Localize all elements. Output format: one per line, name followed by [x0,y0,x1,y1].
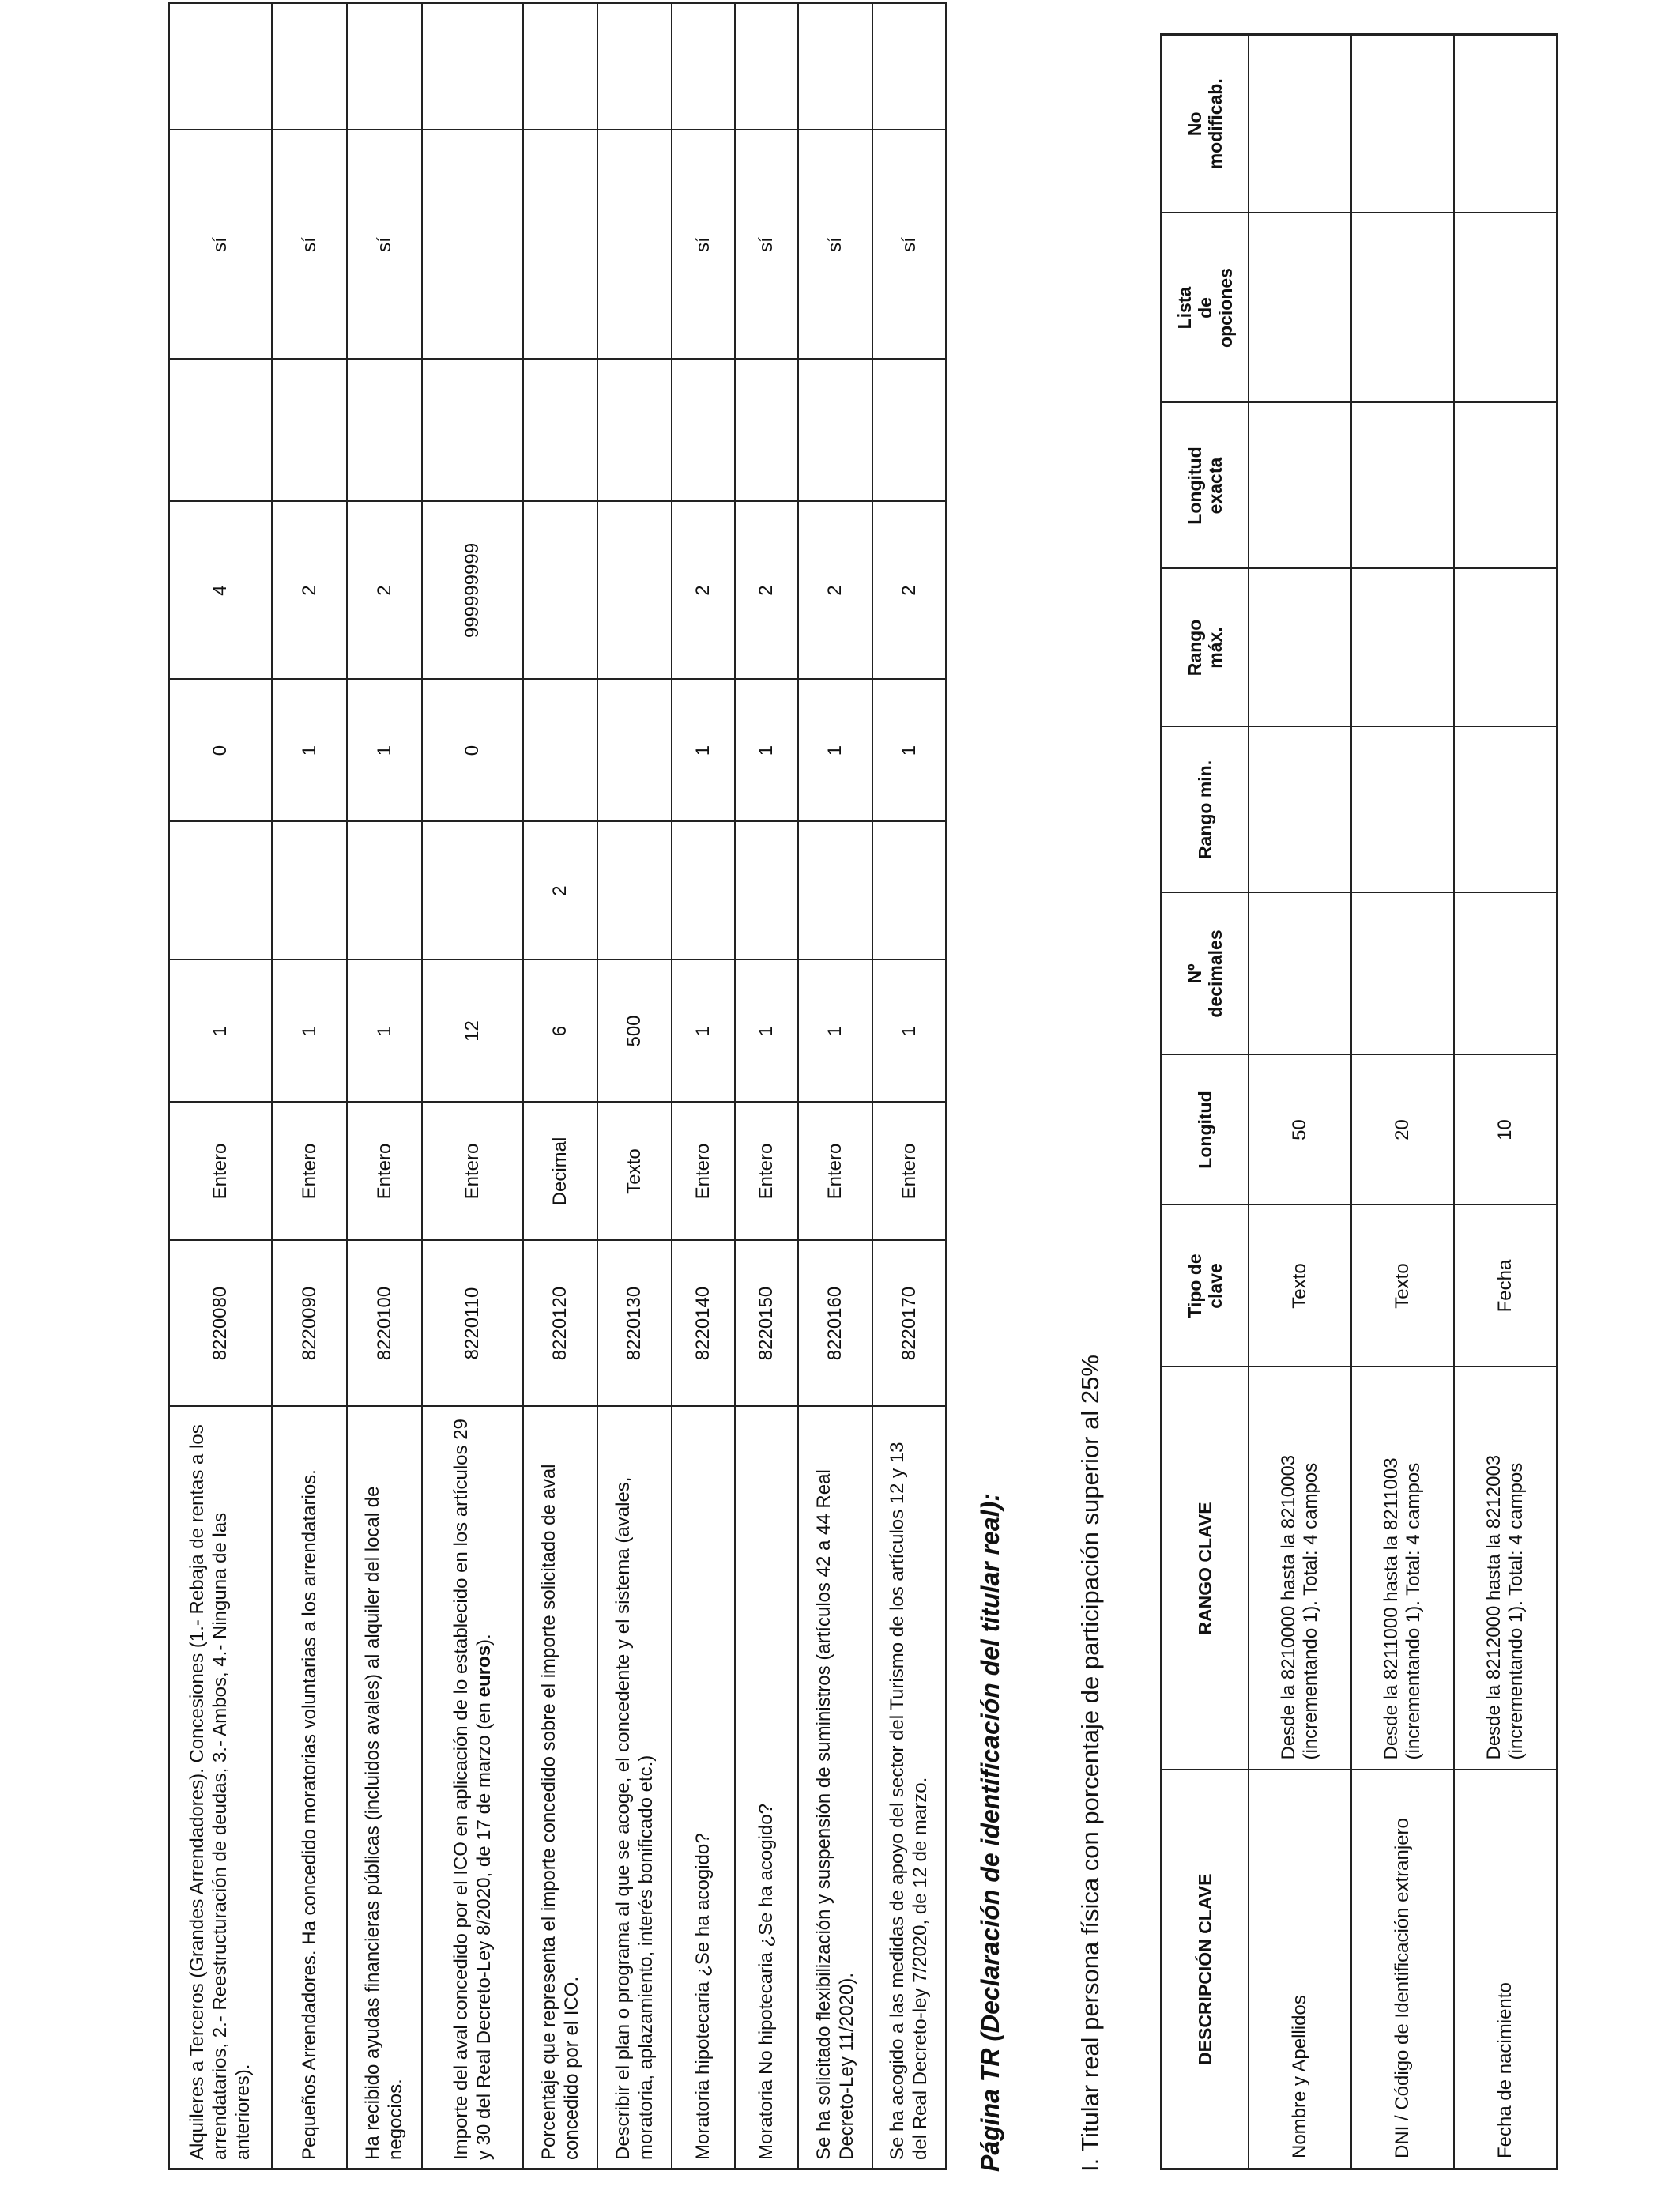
section-subtitle: I. Titular real persona física con porcentaje de participación superior al 25% [1076,1355,1104,2172]
header-option-list [1162,213,1249,403]
row-length: 1 [672,960,735,1103]
row-length: 50 [1249,1055,1351,1205]
row-min [523,680,597,822]
row-range: Desde la 8210000 hasta la 8210003 (incrementando 1). Total: 4 campos [1249,1367,1351,1770]
row-decimals [597,822,672,960]
row-key: 8220120 [523,1241,597,1407]
row-decimals [872,822,947,960]
row-length: 1 [798,960,872,1103]
row-description: Nombre y Apellidos [1249,1770,1351,2169]
row-decimals [1249,893,1351,1055]
row-not-modifiable [169,3,272,130]
header-option-list-line: de [1195,297,1215,319]
row-min [597,680,672,822]
header-not-modifiable-line: No [1185,111,1205,137]
header-max-line: máx. [1205,627,1226,669]
row-length: 20 [1351,1055,1454,1205]
row-description: Se ha acogido a las medidas de apoyo del sector del Turismo de los artículos 12 y 13 del Real Decreto-ley 7/2020, de 12 de marzo. [872,1407,947,2169]
row-not-modifiable [798,3,872,130]
description-text: Importe del aval concedido por el ICO en aplicación de lo establecido en los artículos 29 y 30 del Real Decreto-Ley 8/2020, de 17 de marzo (en [450,1419,495,2160]
row-min: 1 [735,680,798,822]
row-key: 8220100 [347,1241,422,1407]
row-description: DNI / Código de Identificación extranjero [1351,1770,1454,2169]
row-description: Porcentaje que representa el importe concedido sobre el importe solicitado de aval concedido por el ICO. [523,1407,597,2169]
row-decimals [169,822,272,960]
row-type: Decimal [523,1103,597,1241]
row-exact-length [523,360,597,502]
row-exact-length [272,360,347,502]
row-not-modifiable [347,3,422,130]
table-row [798,3,872,2169]
row-not-modifiable [523,3,597,130]
row-exact-length [672,360,735,502]
row-type: Texto [597,1103,672,1241]
row-decimals [1454,893,1558,1055]
row-decimals [272,822,347,960]
header-row [1162,35,1249,2169]
row-exact-length [597,360,672,502]
table-row [422,3,523,2169]
table-row [272,3,347,2169]
row-type: Entero [169,1103,272,1241]
row-range: Desde la 8211000 hasta la 8211003 (incrementando 1). Total: 4 campos [1351,1367,1454,1770]
row-max: 2 [735,502,798,680]
row-min: 0 [422,680,523,822]
table-row [169,3,272,2169]
row-key: 8220170 [872,1241,947,1407]
row-option-list [1249,213,1351,403]
row-option-list: sí [272,130,347,360]
row-option-list: sí [169,130,272,360]
row-key: 8220130 [597,1241,672,1407]
row-decimals: 2 [523,822,597,960]
row-max [1351,569,1454,727]
row-min: 1 [272,680,347,822]
table-row [1351,35,1454,2169]
row-min [1249,727,1351,893]
row-type: Texto [1249,1205,1351,1367]
row-key: 8220160 [798,1241,872,1407]
header-type [1162,1205,1249,1367]
header-max [1162,569,1249,727]
row-type: Entero [272,1103,347,1241]
row-min [1351,727,1454,893]
row-length: 500 [597,960,672,1103]
row-max [1454,569,1558,727]
row-not-modifiable [872,3,947,130]
header-type-line: clave [1205,1263,1226,1309]
header-option-list-line: opciones [1215,268,1236,348]
row-decimals [672,822,735,960]
row-key: 8220080 [169,1241,272,1407]
row-description: Alquileres a Terceros (Grandes Arrendadores). Concesiones (1.- Rebaja de rentas a los arrendatarios, 2.- Reestructuración de deudas, 3.- Ambos, 4.- Ninguna de las anteriores). [169,1407,272,2169]
row-length: 1 [272,960,347,1103]
header-option-list-line: Lista [1174,286,1195,330]
row-description: Ha recibido ayudas financieras públicas (incluidos avales) al alquiler del local de negocios. [347,1407,422,2169]
row-length: 12 [422,960,523,1103]
row-min: 1 [872,680,947,822]
header-exact-length-line: Longitud [1185,447,1205,525]
row-type: Entero [347,1103,422,1241]
header-decimals [1162,893,1249,1055]
row-max: 2 [798,502,872,680]
row-option-list [1351,213,1454,403]
row-type: Entero [872,1103,947,1241]
row-min [1454,727,1558,893]
row-max [597,502,672,680]
row-length: 10 [1454,1055,1558,1205]
row-exact-length [1454,403,1558,569]
row-exact-length [798,360,872,502]
row-max [523,502,597,680]
row-key: 8220110 [422,1241,523,1407]
row-description: Se ha solicitado flexibilización y suspensión de suministros (artículos 42 a 44 Real Decreto-Ley 11/2020). [798,1407,872,2169]
row-length: 1 [872,960,947,1103]
table-row [523,3,597,2169]
row-max: 4 [169,502,272,680]
table-row [347,3,422,2169]
row-decimals [422,822,523,960]
table-row [1249,35,1351,2169]
header-length: Longitud [1162,1055,1249,1205]
row-key: 8220150 [735,1241,798,1407]
header-type-line: Tipo de [1185,1253,1205,1318]
description-text: ). [473,1634,495,1646]
table-row [872,3,947,2169]
header-range: RANGO CLAVE [1162,1367,1249,1770]
row-type: Texto [1351,1205,1454,1367]
row-option-list [422,130,523,360]
row-min: 1 [672,680,735,822]
row-range: Desde la 8212000 hasta la 8212003 (incrementando 1). Total: 4 campos [1454,1367,1558,1770]
header-exact-length [1162,403,1249,569]
row-option-list: sí [798,130,872,360]
header-exact-length-line: exacta [1205,457,1226,515]
description-bold: euros [473,1645,495,1698]
codes-table [168,2,947,2170]
row-option-list: sí [872,130,947,360]
row-exact-length [347,360,422,502]
row-decimals [1351,893,1454,1055]
row-option-list [1454,213,1558,403]
row-not-modifiable [597,3,672,130]
row-description: Pequeños Arrendadores. Ha concedido moratorias voluntarias a los arrendatarios. [272,1407,347,2169]
tr-table [1160,33,1558,2170]
row-type: Entero [798,1103,872,1241]
row-decimals [735,822,798,960]
row-option-list: sí [735,130,798,360]
row-type: Entero [672,1103,735,1241]
header-description: DESCRIPCIÓN CLAVE [1162,1770,1249,2169]
row-max: 2 [272,502,347,680]
row-not-modifiable [272,3,347,130]
row-max: 999999999 [422,502,523,680]
row-exact-length [1351,403,1454,569]
row-min: 0 [169,680,272,822]
row-type: Fecha [1454,1205,1558,1367]
row-exact-length [872,360,947,502]
row-not-modifiable [422,3,523,130]
row-length: 1 [735,960,798,1103]
row-type: Entero [422,1103,523,1241]
row-min: 1 [347,680,422,822]
header-not-modifiable-line: modificab. [1205,78,1226,170]
row-max: 2 [347,502,422,680]
row-option-list [597,130,672,360]
row-exact-length [1249,403,1351,569]
row-max: 2 [672,502,735,680]
row-option-list [523,130,597,360]
row-not-modifiable [1351,35,1454,213]
row-exact-length [422,360,523,502]
header-decimals-line: Nº [1185,963,1205,984]
header-not-modifiable [1162,35,1249,213]
table-row [1454,35,1558,2169]
row-description: Moratoria hipotecaria ¿Se ha acogido? [672,1407,735,2169]
row-not-modifiable [735,3,798,130]
row-description: Describir el plan o programa al que se acoge, el concedente y el sistema (avales, moratoria, aplazamiento, interés bonificado etc.) [597,1407,672,2169]
table-row [597,3,672,2169]
row-key: 8220140 [672,1241,735,1407]
row-exact-length [735,360,798,502]
row-option-list: sí [347,130,422,360]
table-row [672,3,735,2169]
section-title: Página TR (Declaración de identificación del titular real): [976,1493,1004,2172]
row-not-modifiable [672,3,735,130]
row-description: Fecha de nacimiento [1454,1770,1558,2169]
row-decimals [798,822,872,960]
header-min: Rango min. [1162,727,1249,893]
row-exact-length [169,360,272,502]
header-max-line: Rango [1185,619,1205,677]
row-length: 6 [523,960,597,1103]
row-description [422,1407,523,2169]
row-type: Entero [735,1103,798,1241]
row-key: 8220090 [272,1241,347,1407]
row-not-modifiable [1454,35,1558,213]
row-length: 1 [347,960,422,1103]
row-description: Moratoria No hipotecaria ¿Se ha acogido? [735,1407,798,2169]
row-not-modifiable [1249,35,1351,213]
row-decimals [347,822,422,960]
row-max: 2 [872,502,947,680]
row-max [1249,569,1351,727]
row-option-list: sí [672,130,735,360]
row-length: 1 [169,960,272,1103]
header-decimals-line: decimales [1205,929,1226,1018]
row-min: 1 [798,680,872,822]
table-row [735,3,798,2169]
